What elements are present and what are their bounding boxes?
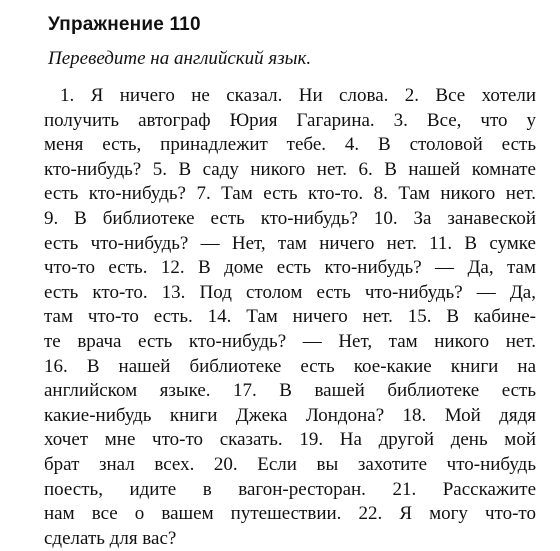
text-line: есть что-нибудь? — Нет, там ничего нет. 11. В сумке (44, 232, 536, 254)
text-line: есть кто-нибудь? 7. Там есть кто-то. 8. Там никого нет. (44, 183, 536, 205)
exercise-text (44, 84, 536, 551)
text-line: получить автограф Юрия Гагарина. 3. Все, что у (44, 109, 536, 131)
text-line: поесть, идите в вагон-ресторан. 21. Расскажите (44, 478, 536, 500)
text-line: кто-нибудь? 5. В саду никого нет. 6. В нашей комнате (44, 158, 536, 180)
text-line: 9. В библиотеке есть кто-нибудь? 10. За занавеской (44, 207, 536, 229)
text-line: есть кто-то. 13. Под столом есть что-нибудь? — Да, (44, 281, 536, 303)
text-line: меня есть, принадлежит тебе. 4. В столовой есть (44, 134, 536, 156)
text-line: там что-то есть. 14. Там ничего нет. 15. В кабине- (44, 306, 536, 328)
text-line: 16. В нашей библиотеке есть кое-какие книги на (44, 355, 536, 377)
text-line: брат знал всех. 20. Если вы захотите что-нибудь (44, 453, 536, 475)
exercise-title: Упражнение 110 (48, 14, 201, 35)
text-line: какие-нибудь книги Джека Лондона? 18. Мой дядя (44, 404, 536, 426)
text-line: английском языке. 17. В вашей библиотеке есть (44, 380, 536, 402)
text-line: что-то есть. 12. В доме есть кто-нибудь? — Да, там (44, 257, 536, 279)
text-line: сделать для вас? (44, 527, 177, 549)
exercise-instruction: Переведите на английский язык. (48, 48, 312, 69)
text-line: хочет мне что-то сказать. 19. На другой день мой (44, 429, 536, 451)
text-line: нам все о вашем путешествии. 22. Я могу что-то (44, 503, 536, 525)
text-line: те врача есть кто-нибудь? — Нет, там никого нет. (44, 330, 536, 352)
text-line: 1. Я ничего не сказал. Ни слова. 2. Все хотели (60, 85, 536, 106)
